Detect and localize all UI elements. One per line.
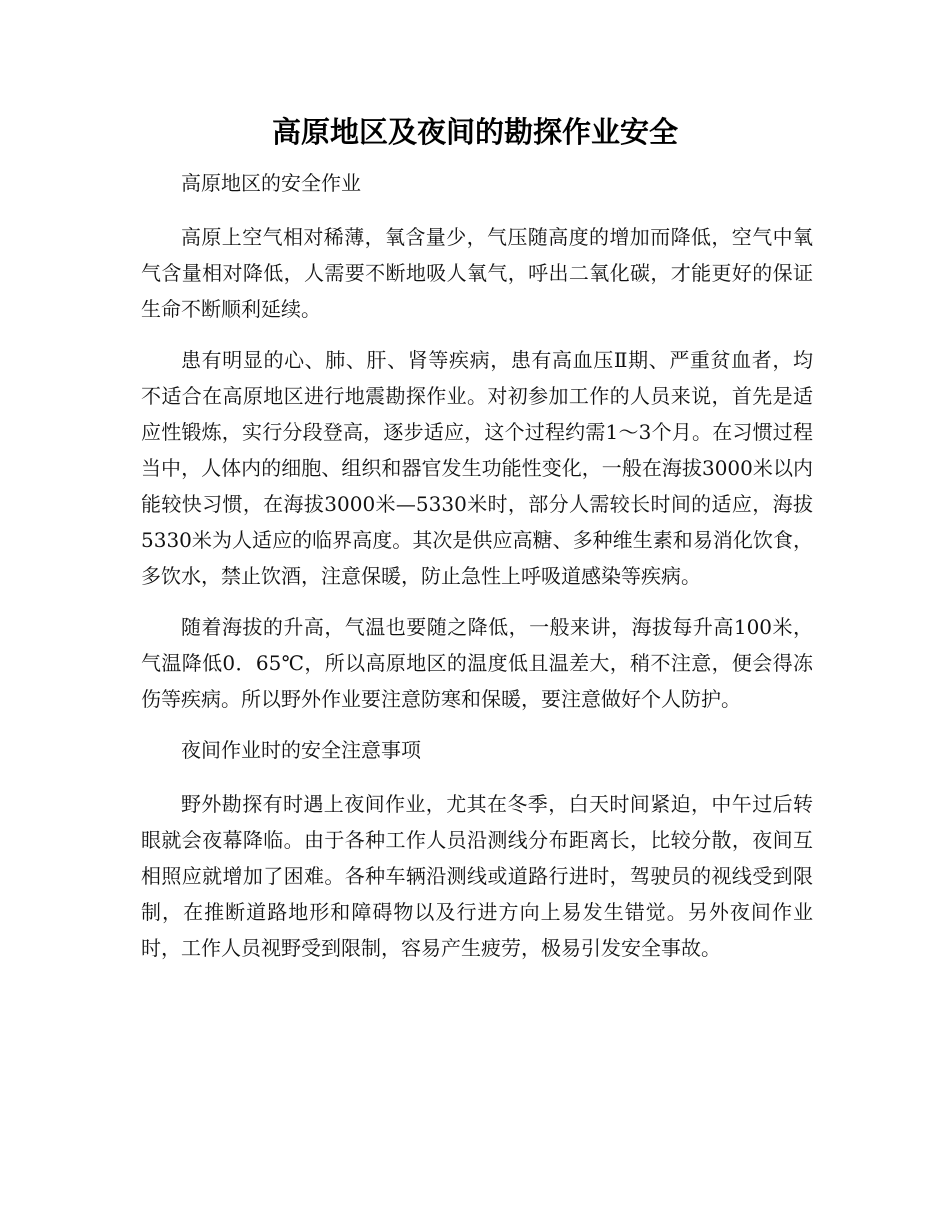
paragraph-oxygen: 高原上空气相对稀薄，氧含量少，气压随高度的增加而降低，空气中氧气含量相对降低，人需要不断地吸人氧气，呼出二氧化碳，才能更好的保证生命不断顺利延续。 bbox=[141, 225, 813, 321]
paragraph-temperature: 随着海拔的升高，气温也要随之降低，一般来讲，海拔每升高100米，气温降低0．65℃，所以高原地区的温度低且温差大，稍不注意，便会得冻伤等疾病。所以野外作业要注意防寒和保暖，要注意做好个人防护。 bbox=[141, 615, 813, 711]
section-heading-plateau: 高原地区的安全作业 bbox=[181, 171, 361, 195]
document-title: 高原地区及夜间的勘探作业安全 bbox=[271, 115, 678, 149]
section-heading-night: 夜间作业时的安全注意事项 bbox=[181, 738, 421, 762]
document-body bbox=[141, 165, 813, 981]
paragraph-night-work: 野外勘探有时遇上夜间作业，尤其在冬季，白天时间紧迫，中午过后转眼就会夜幕降临。由于各种工作人员沿测线分布距离长，比较分散，夜间互相照应就增加了困难。各种车辆沿测线或道路行进时，驾驶员的视线受到限制，在推断道路地形和障碍物以及行进方向上易发生错觉。另外夜间作业时，工作人员视野受到限制，容易产生疲劳，极易引发安全事故。 bbox=[141, 792, 813, 960]
paragraph-health-adaptation: 患有明显的心、肺、肝、肾等疾病，患有高血压Ⅱ期、严重贫血者，均不适合在高原地区进行地震勘探作业。对初参加工作的人员来说，首先是适应性锻炼，实行分段登高，逐步适应，这个过程约需1～3个月。在习惯过程当中，人体内的细胞、组织和器官发生功能性变化，一般在海拔3000米以内能较快习惯，在海拔3000米—5330米时，部分人需较长时间的适应，海拔5330米为人适应的临界高度。其次是供应高糖、多种维生素和易消化饮食，多饮水，禁止饮酒，注意保暖，防止急性上呼吸道感染等疾病。 bbox=[141, 348, 813, 588]
